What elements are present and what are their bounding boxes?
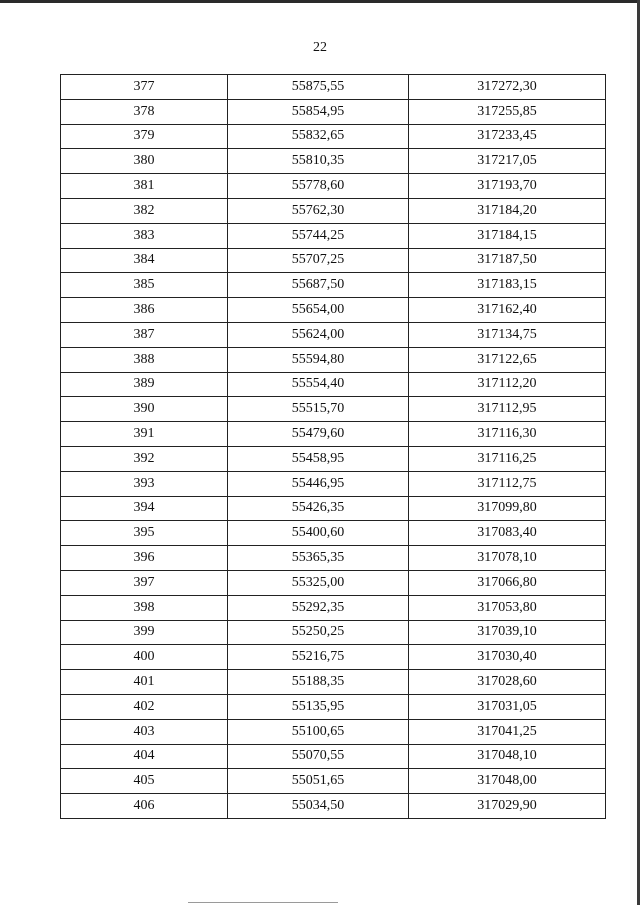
table-row xyxy=(61,546,606,571)
x-coordinate-cell: 55135,95 xyxy=(228,694,409,719)
y-coordinate-cell: 317031,05 xyxy=(409,694,606,719)
x-coordinate-cell: 55654,00 xyxy=(228,298,409,323)
scan-edge-bottom xyxy=(188,902,338,903)
y-coordinate-cell: 317187,50 xyxy=(409,248,606,273)
point-number-cell: 396 xyxy=(61,546,228,571)
table-row xyxy=(61,124,606,149)
y-coordinate-cell: 317053,80 xyxy=(409,595,606,620)
table-row xyxy=(61,322,606,347)
table-row xyxy=(61,471,606,496)
y-coordinate-cell: 317134,75 xyxy=(409,322,606,347)
table-row xyxy=(61,198,606,223)
point-number-cell: 392 xyxy=(61,446,228,471)
x-coordinate-cell: 55051,65 xyxy=(228,769,409,794)
x-coordinate-cell: 55594,80 xyxy=(228,347,409,372)
table-row xyxy=(61,670,606,695)
table-row xyxy=(61,694,606,719)
point-number-cell: 395 xyxy=(61,521,228,546)
table-row xyxy=(61,347,606,372)
x-coordinate-cell: 55100,65 xyxy=(228,719,409,744)
x-coordinate-cell: 55687,50 xyxy=(228,273,409,298)
y-coordinate-cell: 317039,10 xyxy=(409,620,606,645)
point-number-cell: 386 xyxy=(61,298,228,323)
y-coordinate-cell: 317112,75 xyxy=(409,471,606,496)
y-coordinate-cell: 317184,20 xyxy=(409,198,606,223)
y-coordinate-cell: 317041,25 xyxy=(409,719,606,744)
point-number-cell: 402 xyxy=(61,694,228,719)
point-number-cell: 381 xyxy=(61,174,228,199)
table-row xyxy=(61,620,606,645)
y-coordinate-cell: 317028,60 xyxy=(409,670,606,695)
y-coordinate-cell: 317029,90 xyxy=(409,794,606,819)
y-coordinate-cell: 317048,00 xyxy=(409,769,606,794)
x-coordinate-cell: 55365,35 xyxy=(228,546,409,571)
y-coordinate-cell: 317183,15 xyxy=(409,273,606,298)
table-row xyxy=(61,496,606,521)
point-number-cell: 397 xyxy=(61,570,228,595)
x-coordinate-cell: 55479,60 xyxy=(228,422,409,447)
x-coordinate-cell: 55744,25 xyxy=(228,223,409,248)
table-row xyxy=(61,248,606,273)
table-row xyxy=(61,521,606,546)
table-row xyxy=(61,769,606,794)
point-number-cell: 389 xyxy=(61,372,228,397)
x-coordinate-cell: 55034,50 xyxy=(228,794,409,819)
point-number-cell: 399 xyxy=(61,620,228,645)
table-row xyxy=(61,372,606,397)
y-coordinate-cell: 317162,40 xyxy=(409,298,606,323)
x-coordinate-cell: 55707,25 xyxy=(228,248,409,273)
x-coordinate-cell: 55458,95 xyxy=(228,446,409,471)
x-coordinate-cell: 55325,00 xyxy=(228,570,409,595)
x-coordinate-cell: 55832,65 xyxy=(228,124,409,149)
y-coordinate-cell: 317083,40 xyxy=(409,521,606,546)
point-number-cell: 380 xyxy=(61,149,228,174)
point-number-cell: 405 xyxy=(61,769,228,794)
table-row xyxy=(61,422,606,447)
table-row xyxy=(61,397,606,422)
y-coordinate-cell: 317217,05 xyxy=(409,149,606,174)
x-coordinate-cell: 55554,40 xyxy=(228,372,409,397)
page-number: 22 xyxy=(313,40,327,55)
x-coordinate-cell: 55875,55 xyxy=(228,75,409,100)
point-number-cell: 377 xyxy=(61,75,228,100)
x-coordinate-cell: 55778,60 xyxy=(228,174,409,199)
point-number-cell: 385 xyxy=(61,273,228,298)
coordinates-table xyxy=(60,74,606,819)
table-row xyxy=(61,223,606,248)
x-coordinate-cell: 55426,35 xyxy=(228,496,409,521)
point-number-cell: 391 xyxy=(61,422,228,447)
x-coordinate-cell: 55250,25 xyxy=(228,620,409,645)
table-row xyxy=(61,99,606,124)
y-coordinate-cell: 317272,30 xyxy=(409,75,606,100)
table-row xyxy=(61,595,606,620)
point-number-cell: 388 xyxy=(61,347,228,372)
table-row xyxy=(61,298,606,323)
point-number-cell: 393 xyxy=(61,471,228,496)
table-row xyxy=(61,149,606,174)
point-number-cell: 378 xyxy=(61,99,228,124)
table-row xyxy=(61,719,606,744)
y-coordinate-cell: 317255,85 xyxy=(409,99,606,124)
x-coordinate-cell: 55292,35 xyxy=(228,595,409,620)
y-coordinate-cell: 317116,25 xyxy=(409,446,606,471)
table-row xyxy=(61,446,606,471)
x-coordinate-cell: 55624,00 xyxy=(228,322,409,347)
point-number-cell: 398 xyxy=(61,595,228,620)
y-coordinate-cell: 317066,80 xyxy=(409,570,606,595)
table-row xyxy=(61,75,606,100)
coordinates-table-body xyxy=(61,75,606,819)
point-number-cell: 390 xyxy=(61,397,228,422)
x-coordinate-cell: 55446,95 xyxy=(228,471,409,496)
y-coordinate-cell: 317078,10 xyxy=(409,546,606,571)
y-coordinate-cell: 317193,70 xyxy=(409,174,606,199)
point-number-cell: 387 xyxy=(61,322,228,347)
y-coordinate-cell: 317112,20 xyxy=(409,372,606,397)
y-coordinate-cell: 317048,10 xyxy=(409,744,606,769)
x-coordinate-cell: 55762,30 xyxy=(228,198,409,223)
scan-edge-top xyxy=(0,0,640,3)
table-row xyxy=(61,174,606,199)
point-number-cell: 404 xyxy=(61,744,228,769)
point-number-cell: 383 xyxy=(61,223,228,248)
table-row xyxy=(61,744,606,769)
y-coordinate-cell: 317112,95 xyxy=(409,397,606,422)
x-coordinate-cell: 55400,60 xyxy=(228,521,409,546)
x-coordinate-cell: 55810,35 xyxy=(228,149,409,174)
table-row xyxy=(61,645,606,670)
point-number-cell: 384 xyxy=(61,248,228,273)
x-coordinate-cell: 55854,95 xyxy=(228,99,409,124)
x-coordinate-cell: 55515,70 xyxy=(228,397,409,422)
point-number-cell: 403 xyxy=(61,719,228,744)
x-coordinate-cell: 55070,55 xyxy=(228,744,409,769)
point-number-cell: 379 xyxy=(61,124,228,149)
y-coordinate-cell: 317099,80 xyxy=(409,496,606,521)
x-coordinate-cell: 55188,35 xyxy=(228,670,409,695)
y-coordinate-cell: 317184,15 xyxy=(409,223,606,248)
point-number-cell: 401 xyxy=(61,670,228,695)
point-number-cell: 394 xyxy=(61,496,228,521)
table-row xyxy=(61,273,606,298)
point-number-cell: 400 xyxy=(61,645,228,670)
x-coordinate-cell: 55216,75 xyxy=(228,645,409,670)
y-coordinate-cell: 317030,40 xyxy=(409,645,606,670)
y-coordinate-cell: 317116,30 xyxy=(409,422,606,447)
y-coordinate-cell: 317122,65 xyxy=(409,347,606,372)
point-number-cell: 406 xyxy=(61,794,228,819)
y-coordinate-cell: 317233,45 xyxy=(409,124,606,149)
point-number-cell: 382 xyxy=(61,198,228,223)
table-row xyxy=(61,570,606,595)
table-row xyxy=(61,794,606,819)
